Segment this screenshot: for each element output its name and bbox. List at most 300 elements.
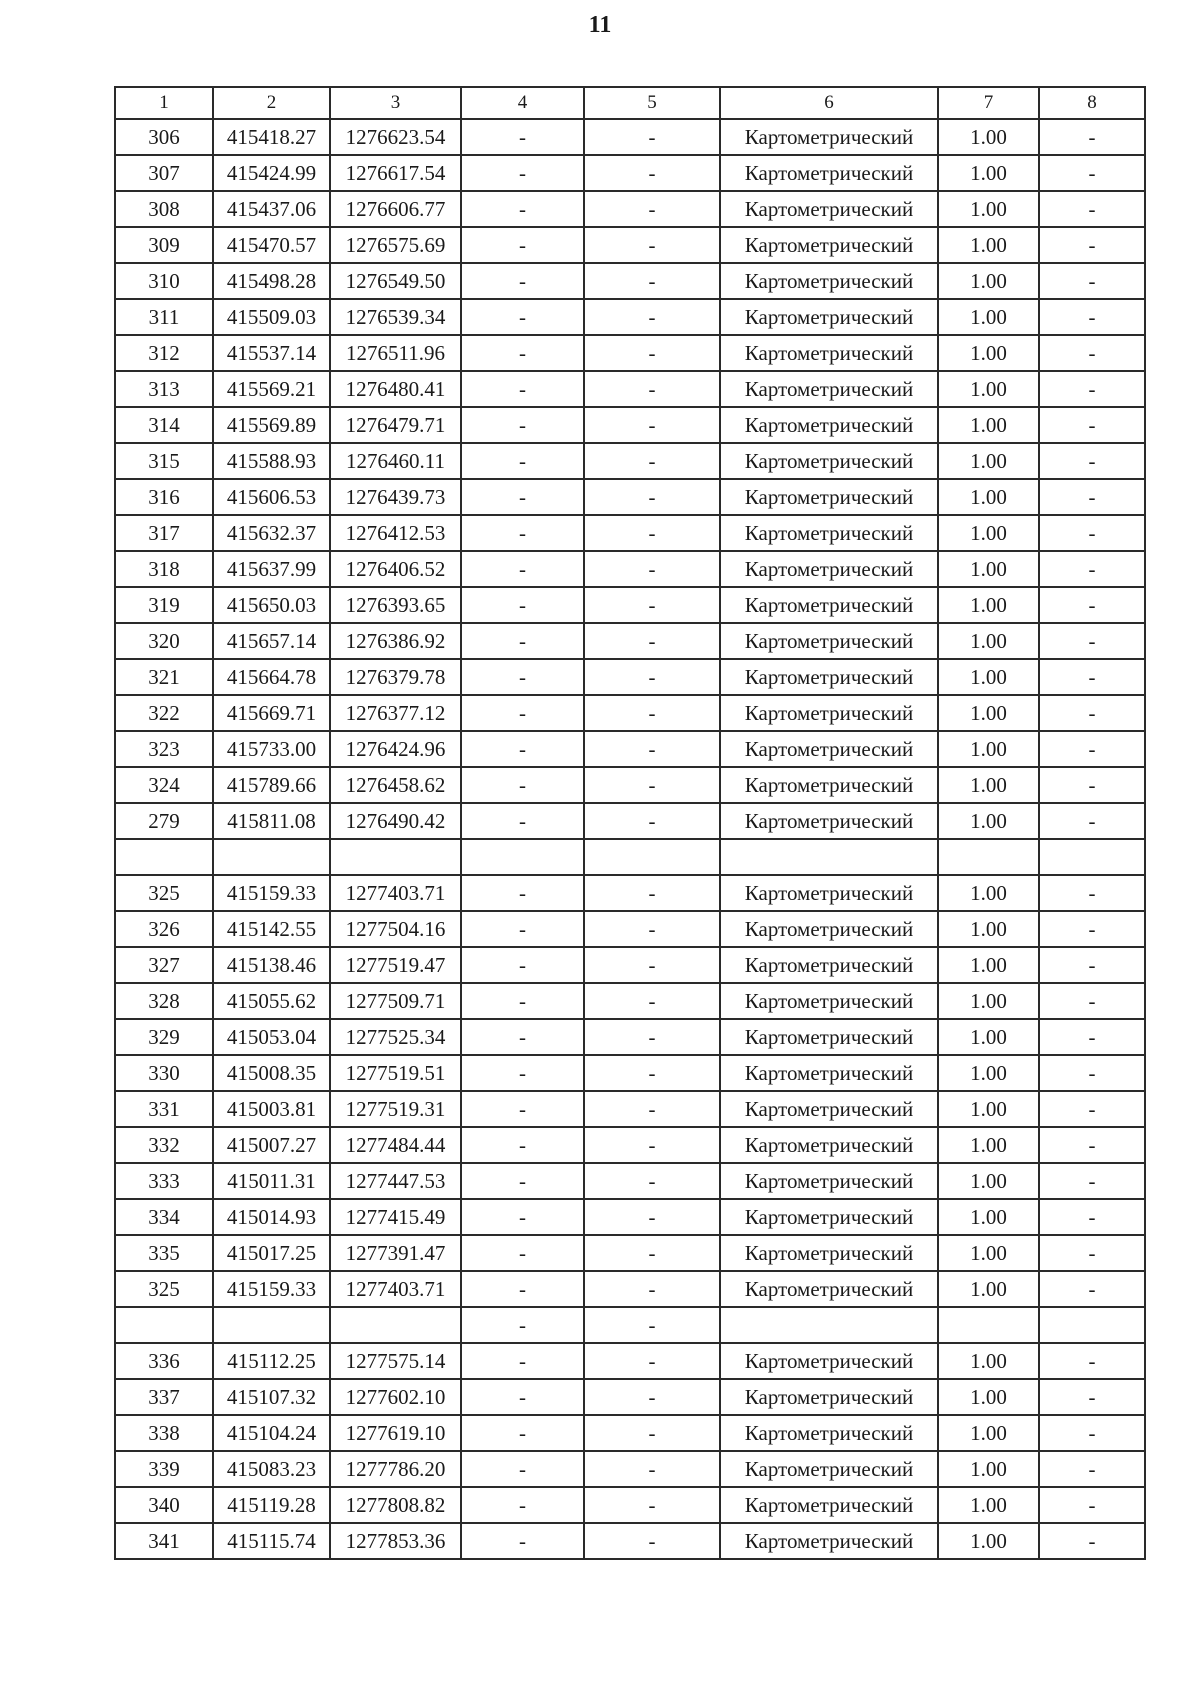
cell-col-8: - [1039, 515, 1145, 551]
cell-col-4: - [461, 1163, 584, 1199]
cell-point-number: 323 [115, 731, 213, 767]
cell-y-coordinate: 1277853.36 [330, 1523, 461, 1559]
column-header-6: 6 [720, 87, 938, 119]
table-row [115, 1487, 1145, 1523]
cell-col-8: - [1039, 1271, 1145, 1307]
cell-y-coordinate: 1276539.34 [330, 299, 461, 335]
cell-col-4: - [461, 659, 584, 695]
cell-accuracy [938, 1307, 1039, 1343]
cell-method: Картометрический [720, 803, 938, 839]
cell-col-8: - [1039, 659, 1145, 695]
cell-method: Картометрический [720, 371, 938, 407]
cell-x-coordinate: 415470.57 [213, 227, 330, 263]
cell-accuracy: 1.00 [938, 911, 1039, 947]
cell-point-number: 329 [115, 1019, 213, 1055]
cell-method: Картометрический [720, 1235, 938, 1271]
cell-point-number: 325 [115, 1271, 213, 1307]
cell-col-8: - [1039, 767, 1145, 803]
cell-x-coordinate: 415011.31 [213, 1163, 330, 1199]
cell-y-coordinate: 1277619.10 [330, 1415, 461, 1451]
cell-point-number: 317 [115, 515, 213, 551]
cell-point-number: 332 [115, 1127, 213, 1163]
cell-y-coordinate [330, 1307, 461, 1343]
cell-col-5: - [584, 767, 720, 803]
cell-x-coordinate: 415008.35 [213, 1055, 330, 1091]
cell-x-coordinate: 415424.99 [213, 155, 330, 191]
cell-col-5: - [584, 371, 720, 407]
cell-accuracy: 1.00 [938, 695, 1039, 731]
cell-method: Картометрический [720, 911, 938, 947]
cell-point-number: 326 [115, 911, 213, 947]
cell-y-coordinate: 1277519.31 [330, 1091, 461, 1127]
table-row [115, 1235, 1145, 1271]
cell-y-coordinate: 1277504.16 [330, 911, 461, 947]
cell-accuracy: 1.00 [938, 1055, 1039, 1091]
cell-x-coordinate: 415569.21 [213, 371, 330, 407]
column-header-4: 4 [461, 87, 584, 119]
cell-method: Картометрический [720, 1163, 938, 1199]
cell-col-4: - [461, 335, 584, 371]
cell-col-4: - [461, 1523, 584, 1559]
cell-point-number: 311 [115, 299, 213, 335]
cell-col-5: - [584, 1055, 720, 1091]
cell-col-8: - [1039, 155, 1145, 191]
cell-col-4 [461, 839, 584, 875]
cell-y-coordinate: 1276458.62 [330, 767, 461, 803]
cell-col-5: - [584, 623, 720, 659]
table-row [115, 695, 1145, 731]
cell-col-4: - [461, 587, 584, 623]
cell-method: Картометрический [720, 983, 938, 1019]
cell-col-5: - [584, 1523, 720, 1559]
table-row [115, 335, 1145, 371]
cell-x-coordinate: 415789.66 [213, 767, 330, 803]
cell-y-coordinate: 1276377.12 [330, 695, 461, 731]
cell-method: Картометрический [720, 1019, 938, 1055]
cell-accuracy: 1.00 [938, 587, 1039, 623]
cell-method: Картометрический [720, 227, 938, 263]
cell-y-coordinate: 1276480.41 [330, 371, 461, 407]
header-row [115, 87, 1145, 119]
cell-point-number: 335 [115, 1235, 213, 1271]
cell-col-4: - [461, 947, 584, 983]
cell-point-number: 306 [115, 119, 213, 155]
cell-col-8 [1039, 839, 1145, 875]
cell-col-8: - [1039, 1091, 1145, 1127]
cell-col-4: - [461, 803, 584, 839]
cell-col-5: - [584, 479, 720, 515]
cell-accuracy: 1.00 [938, 803, 1039, 839]
cell-col-8: - [1039, 695, 1145, 731]
cell-col-4: - [461, 875, 584, 911]
cell-point-number: 318 [115, 551, 213, 587]
cell-x-coordinate: 415053.04 [213, 1019, 330, 1055]
cell-accuracy: 1.00 [938, 227, 1039, 263]
cell-point-number: 308 [115, 191, 213, 227]
cell-accuracy: 1.00 [938, 1019, 1039, 1055]
table-row [115, 371, 1145, 407]
cell-y-coordinate [330, 839, 461, 875]
table-row [115, 623, 1145, 659]
cell-y-coordinate: 1277525.34 [330, 1019, 461, 1055]
cell-y-coordinate: 1276393.65 [330, 587, 461, 623]
cell-accuracy: 1.00 [938, 1343, 1039, 1379]
cell-method: Картометрический [720, 1055, 938, 1091]
cell-accuracy: 1.00 [938, 155, 1039, 191]
table-row [115, 1163, 1145, 1199]
cell-col-4: - [461, 1019, 584, 1055]
cell-accuracy: 1.00 [938, 767, 1039, 803]
cell-col-4: - [461, 1271, 584, 1307]
cell-point-number: 324 [115, 767, 213, 803]
cell-y-coordinate: 1277403.71 [330, 875, 461, 911]
cell-accuracy: 1.00 [938, 551, 1039, 587]
cell-x-coordinate: 415669.71 [213, 695, 330, 731]
cell-point-number: 340 [115, 1487, 213, 1523]
cell-accuracy: 1.00 [938, 1523, 1039, 1559]
cell-accuracy: 1.00 [938, 1379, 1039, 1415]
cell-col-5: - [584, 1271, 720, 1307]
cell-col-8: - [1039, 1523, 1145, 1559]
cell-x-coordinate: 415606.53 [213, 479, 330, 515]
cell-col-4: - [461, 1451, 584, 1487]
cell-col-8: - [1039, 119, 1145, 155]
cell-col-5: - [584, 1235, 720, 1271]
cell-col-4: - [461, 731, 584, 767]
cell-point-number: 330 [115, 1055, 213, 1091]
cell-method: Картометрический [720, 515, 938, 551]
cell-col-4: - [461, 551, 584, 587]
column-header-8: 8 [1039, 87, 1145, 119]
cell-col-4: - [461, 1091, 584, 1127]
cell-accuracy: 1.00 [938, 299, 1039, 335]
cell-col-5: - [584, 119, 720, 155]
cell-x-coordinate: 415632.37 [213, 515, 330, 551]
cell-method: Картометрический [720, 695, 938, 731]
cell-y-coordinate: 1276379.78 [330, 659, 461, 695]
cell-method: Картометрический [720, 767, 938, 803]
page-number: 11 [588, 12, 612, 38]
table-row [115, 839, 1145, 875]
table-row [115, 119, 1145, 155]
cell-col-5: - [584, 1091, 720, 1127]
cell-point-number: 319 [115, 587, 213, 623]
cell-accuracy: 1.00 [938, 1271, 1039, 1307]
cell-point-number: 337 [115, 1379, 213, 1415]
cell-x-coordinate: 415083.23 [213, 1451, 330, 1487]
cell-col-5: - [584, 947, 720, 983]
cell-col-5: - [584, 1127, 720, 1163]
cell-point-number: 341 [115, 1523, 213, 1559]
cell-accuracy: 1.00 [938, 443, 1039, 479]
cell-x-coordinate: 415650.03 [213, 587, 330, 623]
cell-y-coordinate: 1276439.73 [330, 479, 461, 515]
cell-col-8: - [1039, 1415, 1145, 1451]
cell-col-5: - [584, 1199, 720, 1235]
cell-y-coordinate: 1277509.71 [330, 983, 461, 1019]
table-row [115, 1343, 1145, 1379]
cell-method: Картометрический [720, 407, 938, 443]
cell-method: Картометрический [720, 1199, 938, 1235]
cell-point-number: 313 [115, 371, 213, 407]
cell-col-4: - [461, 263, 584, 299]
cell-col-4: - [461, 407, 584, 443]
cell-accuracy: 1.00 [938, 1091, 1039, 1127]
cell-x-coordinate: 415437.06 [213, 191, 330, 227]
cell-method: Картометрический [720, 443, 938, 479]
cell-point-number: 320 [115, 623, 213, 659]
cell-x-coordinate: 415537.14 [213, 335, 330, 371]
cell-point-number: 339 [115, 1451, 213, 1487]
cell-method: Картометрический [720, 1523, 938, 1559]
table-row [115, 1523, 1145, 1559]
cell-x-coordinate: 415014.93 [213, 1199, 330, 1235]
table-row [115, 1415, 1145, 1451]
cell-col-8: - [1039, 299, 1145, 335]
cell-accuracy: 1.00 [938, 479, 1039, 515]
cell-col-8: - [1039, 479, 1145, 515]
cell-point-number: 315 [115, 443, 213, 479]
cell-method: Картометрический [720, 623, 938, 659]
cell-col-4: - [461, 155, 584, 191]
cell-col-5: - [584, 443, 720, 479]
cell-col-4: - [461, 983, 584, 1019]
cell-col-5: - [584, 695, 720, 731]
cell-y-coordinate: 1276490.42 [330, 803, 461, 839]
cell-x-coordinate: 415017.25 [213, 1235, 330, 1271]
cell-col-8 [1039, 1307, 1145, 1343]
cell-accuracy: 1.00 [938, 407, 1039, 443]
cell-y-coordinate: 1277415.49 [330, 1199, 461, 1235]
table-row [115, 983, 1145, 1019]
table-row [115, 191, 1145, 227]
table-row [115, 1199, 1145, 1235]
cell-col-4: - [461, 119, 584, 155]
cell-col-8: - [1039, 371, 1145, 407]
table-row [115, 407, 1145, 443]
cell-accuracy: 1.00 [938, 371, 1039, 407]
cell-accuracy: 1.00 [938, 1127, 1039, 1163]
table-row [115, 731, 1145, 767]
cell-col-5: - [584, 551, 720, 587]
cell-method: Картометрический [720, 875, 938, 911]
cell-point-number: 325 [115, 875, 213, 911]
table-body [115, 119, 1145, 1559]
table-row [115, 155, 1145, 191]
cell-col-8: - [1039, 551, 1145, 587]
cell-method: Картометрический [720, 299, 938, 335]
cell-point-number: 336 [115, 1343, 213, 1379]
cell-method: Картометрический [720, 119, 938, 155]
cell-method: Картометрический [720, 1415, 938, 1451]
column-header-7: 7 [938, 87, 1039, 119]
cell-col-8: - [1039, 1199, 1145, 1235]
cell-col-4: - [461, 911, 584, 947]
table-row [115, 1055, 1145, 1091]
cell-col-5: - [584, 803, 720, 839]
table-row [115, 875, 1145, 911]
cell-y-coordinate: 1277519.47 [330, 947, 461, 983]
cell-col-4: - [461, 1415, 584, 1451]
cell-col-8: - [1039, 1127, 1145, 1163]
cell-col-5: - [584, 191, 720, 227]
table-row [115, 659, 1145, 695]
cell-col-4: - [461, 1343, 584, 1379]
table-row [115, 1307, 1145, 1343]
cell-y-coordinate: 1276460.11 [330, 443, 461, 479]
cell-col-5: - [584, 227, 720, 263]
cell-accuracy: 1.00 [938, 983, 1039, 1019]
cell-y-coordinate: 1276424.96 [330, 731, 461, 767]
column-header-2: 2 [213, 87, 330, 119]
cell-point-number: 310 [115, 263, 213, 299]
cell-y-coordinate: 1276606.77 [330, 191, 461, 227]
cell-y-coordinate: 1276479.71 [330, 407, 461, 443]
cell-accuracy: 1.00 [938, 515, 1039, 551]
column-header-5: 5 [584, 87, 720, 119]
cell-col-8: - [1039, 335, 1145, 371]
cell-method: Картометрический [720, 587, 938, 623]
cell-point-number: 279 [115, 803, 213, 839]
cell-col-5: - [584, 911, 720, 947]
cell-x-coordinate: 415107.32 [213, 1379, 330, 1415]
cell-x-coordinate: 415811.08 [213, 803, 330, 839]
cell-y-coordinate: 1277403.71 [330, 1271, 461, 1307]
cell-point-number: 328 [115, 983, 213, 1019]
table-row [115, 515, 1145, 551]
cell-x-coordinate: 415418.27 [213, 119, 330, 155]
cell-point-number: 334 [115, 1199, 213, 1235]
cell-method [720, 1307, 938, 1343]
cell-method: Картометрический [720, 1127, 938, 1163]
cell-y-coordinate: 1277519.51 [330, 1055, 461, 1091]
cell-x-coordinate: 415142.55 [213, 911, 330, 947]
cell-col-5: - [584, 731, 720, 767]
cell-col-4: - [461, 623, 584, 659]
cell-col-5 [584, 839, 720, 875]
column-header-3: 3 [330, 87, 461, 119]
cell-method [720, 839, 938, 875]
cell-col-5: - [584, 515, 720, 551]
cell-point-number: 322 [115, 695, 213, 731]
cell-col-8: - [1039, 587, 1145, 623]
cell-point-number: 307 [115, 155, 213, 191]
table-header [115, 87, 1145, 119]
cell-col-8: - [1039, 191, 1145, 227]
cell-point-number: 309 [115, 227, 213, 263]
cell-col-8: - [1039, 263, 1145, 299]
cell-col-8: - [1039, 731, 1145, 767]
table-row [115, 767, 1145, 803]
cell-point-number: 333 [115, 1163, 213, 1199]
cell-col-4: - [461, 299, 584, 335]
cell-col-8: - [1039, 1019, 1145, 1055]
cell-col-8: - [1039, 1487, 1145, 1523]
cell-col-5: - [584, 263, 720, 299]
cell-method: Картометрический [720, 1451, 938, 1487]
cell-x-coordinate [213, 839, 330, 875]
column-header-1: 1 [115, 87, 213, 119]
table-row [115, 587, 1145, 623]
cell-x-coordinate: 415119.28 [213, 1487, 330, 1523]
cell-accuracy: 1.00 [938, 335, 1039, 371]
cell-x-coordinate: 415657.14 [213, 623, 330, 659]
cell-y-coordinate: 1276412.53 [330, 515, 461, 551]
cell-col-4: - [461, 767, 584, 803]
cell-x-coordinate: 415637.99 [213, 551, 330, 587]
cell-col-8: - [1039, 947, 1145, 983]
cell-x-coordinate: 415498.28 [213, 263, 330, 299]
cell-col-4: - [461, 1487, 584, 1523]
cell-x-coordinate: 415115.74 [213, 1523, 330, 1559]
table-row [115, 443, 1145, 479]
cell-col-8: - [1039, 803, 1145, 839]
cell-method: Картометрический [720, 1487, 938, 1523]
cell-x-coordinate: 415104.24 [213, 1415, 330, 1451]
cell-method: Картометрический [720, 155, 938, 191]
cell-x-coordinate: 415509.03 [213, 299, 330, 335]
cell-col-4: - [461, 515, 584, 551]
cell-accuracy: 1.00 [938, 119, 1039, 155]
cell-col-8: - [1039, 911, 1145, 947]
table-row [115, 947, 1145, 983]
cell-x-coordinate: 415159.33 [213, 875, 330, 911]
cell-accuracy: 1.00 [938, 1487, 1039, 1523]
coordinates-table [114, 86, 1146, 1560]
cell-x-coordinate: 415159.33 [213, 1271, 330, 1307]
cell-col-4: - [461, 191, 584, 227]
cell-col-4: - [461, 479, 584, 515]
cell-x-coordinate: 415003.81 [213, 1091, 330, 1127]
cell-col-5: - [584, 1019, 720, 1055]
cell-col-5: - [584, 983, 720, 1019]
cell-col-5: - [584, 299, 720, 335]
cell-col-5: - [584, 1415, 720, 1451]
cell-col-8: - [1039, 1235, 1145, 1271]
cell-col-4: - [461, 1379, 584, 1415]
cell-point-number: 312 [115, 335, 213, 371]
cell-accuracy: 1.00 [938, 263, 1039, 299]
cell-method: Картометрический [720, 1091, 938, 1127]
cell-col-8: - [1039, 1163, 1145, 1199]
cell-point-number: 338 [115, 1415, 213, 1451]
cell-accuracy: 1.00 [938, 731, 1039, 767]
table-row [115, 1091, 1145, 1127]
table-row [115, 551, 1145, 587]
cell-x-coordinate: 415569.89 [213, 407, 330, 443]
cell-y-coordinate: 1276386.92 [330, 623, 461, 659]
cell-y-coordinate: 1277484.44 [330, 1127, 461, 1163]
cell-method: Картометрический [720, 1271, 938, 1307]
cell-col-8: - [1039, 623, 1145, 659]
cell-accuracy: 1.00 [938, 191, 1039, 227]
cell-point-number [115, 839, 213, 875]
cell-y-coordinate: 1277575.14 [330, 1343, 461, 1379]
cell-col-5: - [584, 1487, 720, 1523]
cell-y-coordinate: 1277391.47 [330, 1235, 461, 1271]
cell-accuracy: 1.00 [938, 1163, 1039, 1199]
cell-x-coordinate: 415007.27 [213, 1127, 330, 1163]
cell-accuracy: 1.00 [938, 875, 1039, 911]
cell-col-5: - [584, 875, 720, 911]
table-row [115, 1127, 1145, 1163]
cell-col-8: - [1039, 1451, 1145, 1487]
cell-x-coordinate: 415664.78 [213, 659, 330, 695]
table-row [115, 299, 1145, 335]
table-row [115, 803, 1145, 839]
cell-accuracy: 1.00 [938, 659, 1039, 695]
cell-method: Картометрический [720, 263, 938, 299]
